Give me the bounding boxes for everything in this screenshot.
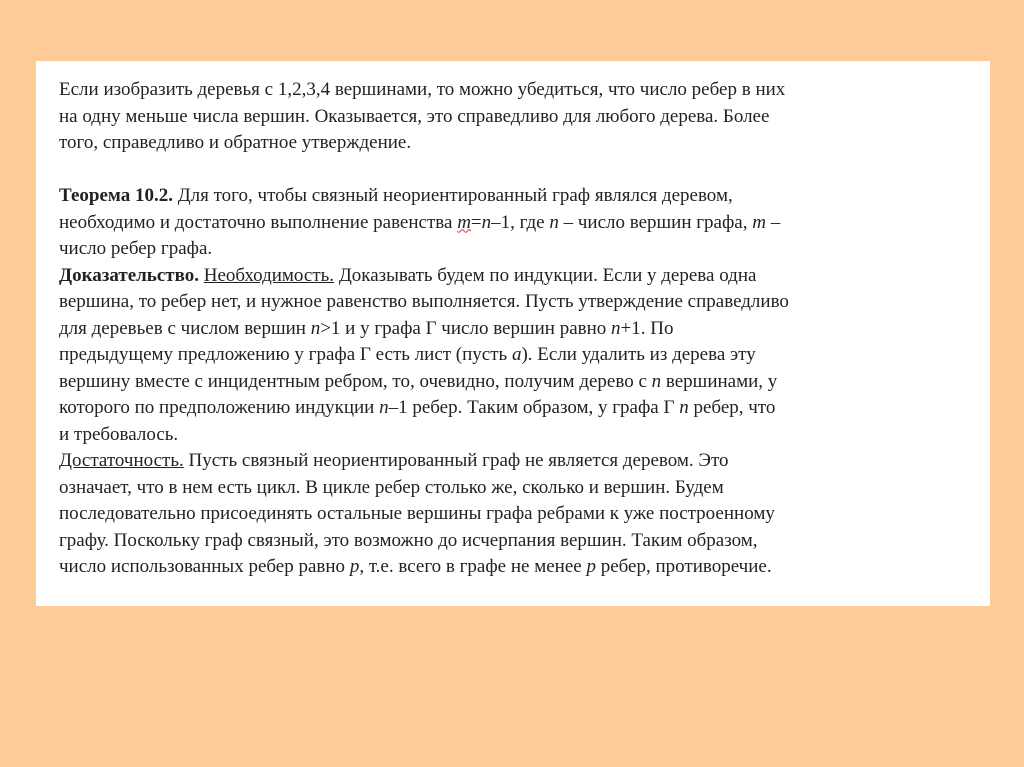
paragraph-gap — [59, 157, 979, 184]
text: = — [470, 211, 482, 233]
sufficiency-line-2: означает, что в нем есть цикл. В цикле ребер столько же, сколько и вершин. Будем — [59, 476, 724, 498]
theorem-text: Для того, чтобы связный неориентированный граф являлся деревом, — [172, 185, 733, 206]
slide-card — [36, 61, 990, 606]
text: для деревьев с числом вершин — [59, 317, 311, 339]
text: Пусть связный неориентированный граф не является деревом. Это — [183, 450, 729, 471]
text: предыдущему предложению у графа Г есть лист (пусть — [59, 344, 512, 365]
sufficiency-heading: Достаточность. — [59, 450, 184, 471]
intro-line-1: Если изобразить деревья с 1,2,3,4 вершинами, то можно убедиться, что число ребер в них — [59, 79, 786, 100]
math-n: n — [679, 397, 689, 418]
text: вершинами, у — [661, 370, 778, 392]
text: –1 ребер. Таким образом, у графа Г — [388, 397, 680, 418]
math-n: n — [611, 317, 621, 339]
math-n: n — [379, 397, 389, 418]
text: ребер, противоречие. — [595, 556, 772, 577]
text: число использованных ребер равно — [59, 556, 350, 577]
theorem-line-2 — [59, 210, 979, 237]
math-m: m — [752, 211, 766, 233]
proof-line-5 — [59, 369, 979, 396]
text: – число вершин графа, — [558, 211, 753, 233]
sufficiency-line-4: графу. Поскольку граф связный, это возможно до исчерпания вершин. Таким образом, — [59, 529, 758, 551]
math-p: p — [586, 556, 596, 577]
document-text — [59, 77, 979, 581]
text: т.е. всего в графе не менее — [364, 556, 587, 577]
text: – — [765, 211, 781, 233]
proof-line-3 — [59, 316, 979, 343]
theorem-line-3: число ребер графа. — [59, 238, 213, 259]
proof-line-2: вершина, то ребер нет, и нужное равенство выполняется. Пусть утверждение справедливо — [59, 291, 789, 312]
math-n: n — [481, 211, 492, 233]
math-n: n — [651, 370, 662, 392]
text: –1, где — [491, 211, 550, 233]
text: +1. По — [620, 317, 674, 339]
necessity-heading: Необходимость. — [203, 264, 335, 286]
theorem-label: Теорема 10.2. — [59, 185, 173, 206]
text: >1 и у графа Г число вершин равно — [320, 317, 612, 339]
math-p: p, — [349, 556, 365, 577]
intro-line-2: на одну меньше числа вершин. Оказывается, это справедливо для любого дерева. Более — [59, 105, 770, 127]
text: вершину вместе с инцидентным ребром, то, очевидно, получим дерево с — [59, 370, 652, 392]
text: необходимо и достаточно выполнение равенства — [59, 211, 458, 233]
text: ). Если удалить из дерева эту — [521, 344, 756, 365]
text: ребер, что — [688, 397, 776, 418]
proof-line-7: и требовалось. — [59, 423, 179, 445]
text: Доказывать будем по индукции. Если у дерева одна — [334, 264, 757, 286]
math-m: m — [457, 211, 471, 233]
proof-line-4 — [59, 342, 979, 369]
math-n: n — [310, 317, 321, 339]
sufficiency-line-3: последовательно присоединять остальные вершины графа ребрами к уже построенному — [59, 503, 775, 524]
proof-label: Доказательство. — [59, 264, 199, 286]
sufficiency-line-5 — [59, 554, 979, 581]
proof-line-6 — [59, 395, 979, 422]
sufficiency-line-1 — [59, 448, 979, 475]
text: которого по предположению индукции — [59, 397, 380, 418]
intro-line-3: того, справедливо и обратное утверждение. — [59, 132, 412, 153]
theorem-line-1 — [59, 183, 979, 210]
math-n: n — [549, 211, 559, 233]
math-a: a — [511, 344, 522, 365]
proof-line-1 — [59, 263, 979, 290]
